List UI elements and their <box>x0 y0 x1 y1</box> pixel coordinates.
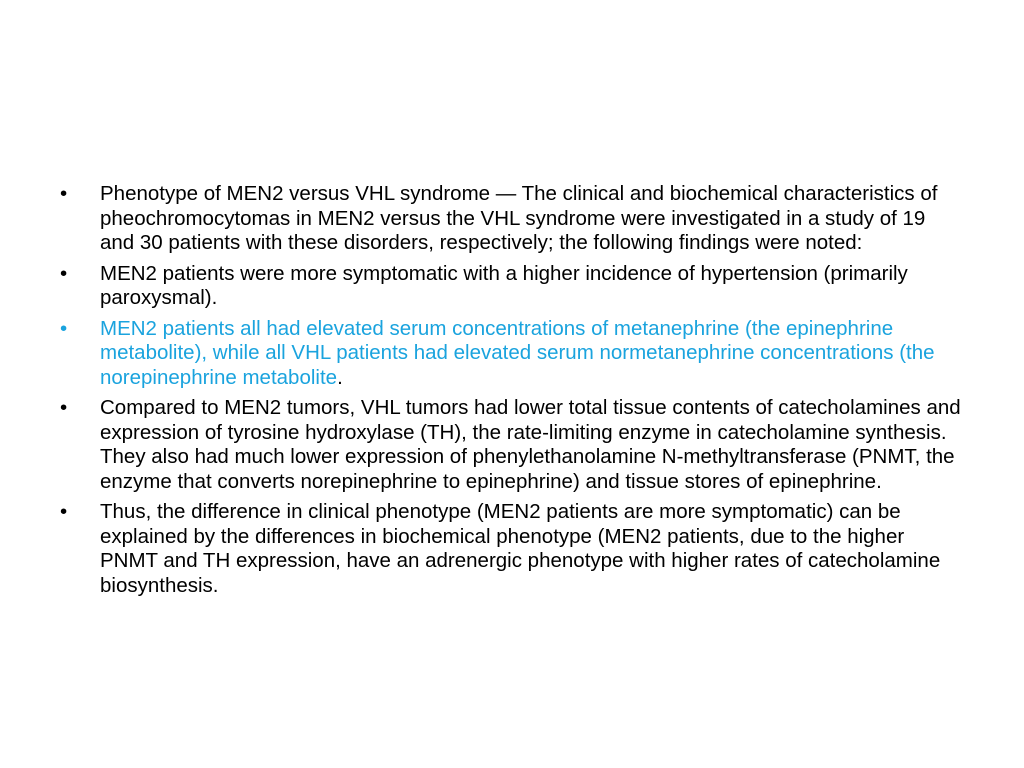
bullet-text: Compared to MEN2 tumors, VHL tumors had lower total tissue contents of catecholamines and expression of tyrosine hydroxylase (TH), the rate-limiting enzyme in catecholamine synthesis. They also had much lower expression of phenylethanolamine N-methyltransferase (PNMT, the enzyme that converts norepinephrine to epinephrine) and tissue stores of epinephrine. <box>100 396 961 493</box>
bullet-text: Phenotype of MEN2 versus VHL syndrome — The clinical and biochemical characteristics of pheochromocytomas in MEN2 versus the VHL syndrome were investigated in a study of 19 and 30 patients with these disorders, respectively; the following findings were noted: <box>100 182 938 254</box>
bullet-dot-icon: • <box>60 182 68 205</box>
bullet-list <box>60 182 965 604</box>
bullet-item-conclusion <box>60 500 965 598</box>
bullet-text <box>100 317 965 391</box>
bullet-item-metanephrine-highlight <box>60 317 965 391</box>
bullet-dot-icon: • <box>60 316 68 340</box>
bullet-item-men2-symptomatic <box>60 262 965 311</box>
bullet-item-tumor-comparison <box>60 396 965 494</box>
bullet-dot-icon: • <box>60 396 68 419</box>
bullet-dot-icon: • <box>60 500 68 523</box>
bullet-text: Thus, the difference in clinical phenotype (MEN2 patients are more symptomatic) can be explained by the differences in biochemical phenotype (MEN2 patients, due to the higher PNMT and TH expression, have an adrenergic phenotype with higher rates of catecholamine biosynthesis. <box>100 500 941 597</box>
bullet-item-phenotype-intro <box>60 182 965 256</box>
highlight-text: MEN2 patients all had elevated serum concentrations of metanephrine (the epinephrine metabolite), while all VHL patients had elevated serum normetanephrine concentrations (the norepinephrine metabolite <box>100 316 935 389</box>
bullet-text: MEN2 patients were more symptomatic with a higher incidence of hypertension (primarily paroxysmal). <box>100 261 908 309</box>
trailing-period: . <box>337 365 343 389</box>
bullet-dot-icon: • <box>60 261 68 285</box>
